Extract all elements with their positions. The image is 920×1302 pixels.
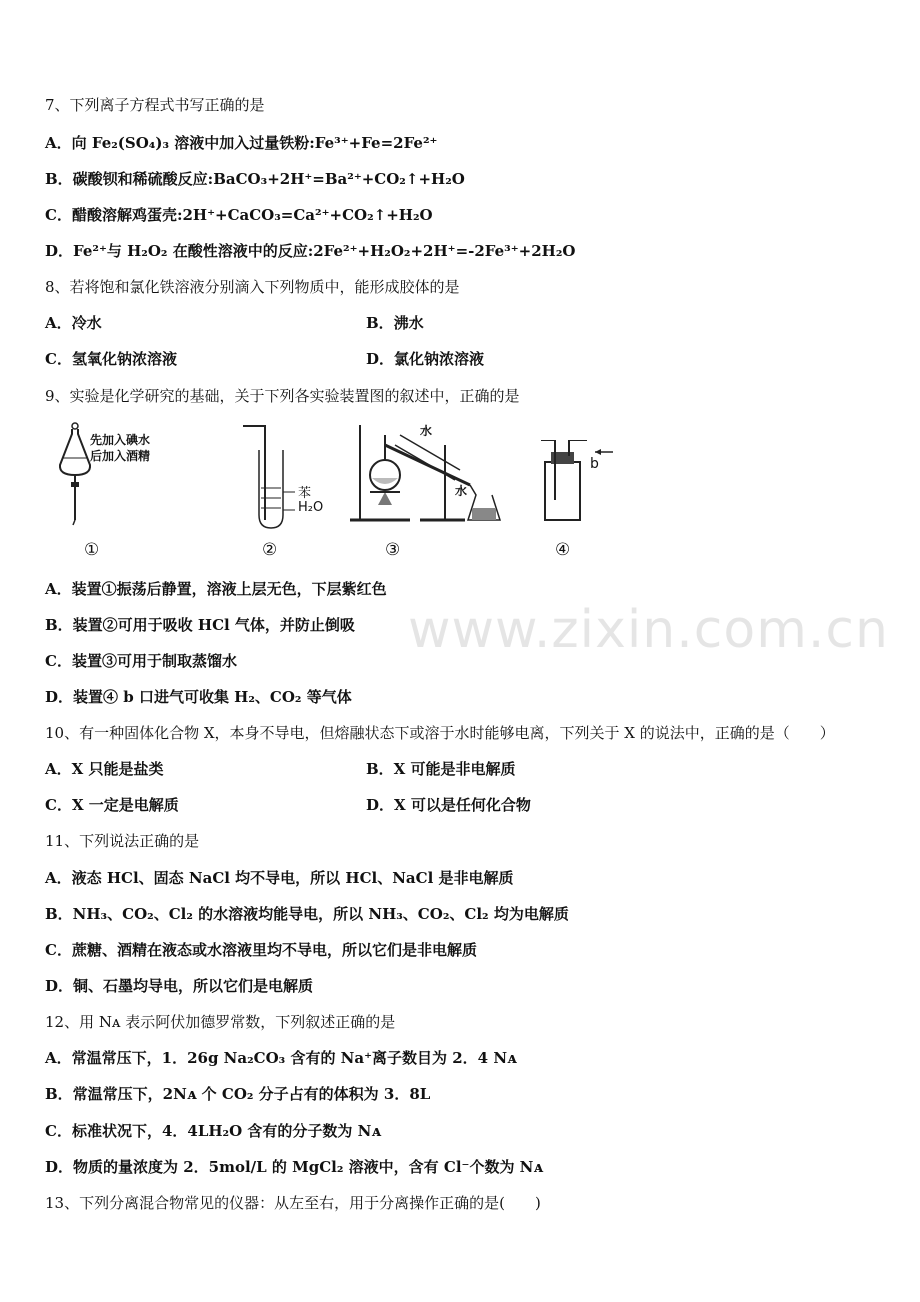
fig4-label-b: b xyxy=(590,456,599,472)
q9-option-d: D．装置④ b 口进气可收集 H₂、CO₂ 等气体 xyxy=(45,688,352,706)
q9-option-a: A．装置①振荡后静置，溶液上层无色，下层紫红色 xyxy=(45,580,387,598)
q12-option-b: B．常温常压下，2Nᴀ 个 CO₂ 分子占有的体积为 3．8L xyxy=(45,1085,431,1103)
q8-option-a: A．冷水 xyxy=(45,314,102,332)
q11-option-c: C．蔗糖、酒精在液态或水溶液里均不导电，所以它们是非电解质 xyxy=(45,941,477,959)
q11-stem: 11、下列说法正确的是 xyxy=(45,832,200,850)
q11-option-b: B．NH₃、CO₂、Cl₂ 的水溶液均能导电，所以 NH₃、CO₂、Cl₂ 均为电解质 xyxy=(45,905,569,923)
figure-label-4: ④ xyxy=(555,540,571,560)
fig2-label-benzene: 苯 xyxy=(298,486,312,501)
apparatus-2-test-tube xyxy=(235,420,305,530)
q10-option-b: B．X 可能是非电解质 xyxy=(366,760,516,778)
q8-option-b: B．沸水 xyxy=(366,314,424,332)
q8-option-c: C．氢氧化钠浓溶液 xyxy=(45,350,177,368)
q11-option-d: D．铜、石墨均导电，所以它们是电解质 xyxy=(45,977,314,995)
fig2-label-water: H₂O xyxy=(298,500,324,515)
q7-option-c: C．醋酸溶解鸡蛋壳:2H⁺+CaCO₃=Ca²⁺+CO₂↑+H₂O xyxy=(45,206,433,224)
q9-option-c: C．装置③可用于制取蒸馏水 xyxy=(45,652,237,670)
q8-stem: 8、若将饱和氯化铁溶液分别滴入下列物质中，能形成胶体的是 xyxy=(45,278,460,296)
q10-option-a: A．X 只能是盐类 xyxy=(45,760,164,778)
q9-stem: 9、实验是化学研究的基础，关于下列各实验装置图的叙述中，正确的是 xyxy=(45,387,520,405)
q10-option-d: D．X 可以是任何化合物 xyxy=(366,796,531,814)
q12-option-c: C．标准状况下，4．4LH₂O 含有的分子数为 Nᴀ xyxy=(45,1122,381,1140)
q7-option-d: D．Fe²⁺与 H₂O₂ 在酸性溶液中的反应:2Fe²⁺+H₂O₂+2H⁺=-2Fe³⁺+2H₂O xyxy=(45,242,576,260)
apparatus-4-gas-bottle xyxy=(535,440,625,530)
figure-label-2: ② xyxy=(262,540,278,560)
q10-stem: 10、有一种固体化合物 X，本身不导电，但熔融状态下或溶于水时能够电离，下列关于 X 的说法中，正确的是（ ） xyxy=(45,724,835,742)
q9-option-b: B．装置②可用于吸收 HCl 气体，并防止倒吸 xyxy=(45,616,355,634)
q10-option-c: C．X 一定是电解质 xyxy=(45,796,179,814)
q7-option-a: A．向 Fe₂(SO₄)₃ 溶液中加入过量铁粉:Fe³⁺+Fe=2Fe²⁺ xyxy=(45,134,438,152)
q8-option-d: D．氯化钠浓溶液 xyxy=(366,350,485,368)
fig1-label-iodine: 先加入碘水 xyxy=(90,433,151,447)
q7-option-b: B．碳酸钡和稀硫酸反应:BaCO₃+2H⁺=Ba²⁺+CO₂↑+H₂O xyxy=(45,170,465,188)
figure-label-1: ① xyxy=(84,540,100,560)
fig1-label-alcohol: 后加入酒精 xyxy=(90,449,151,463)
q13-stem: 13、下列分离混合物常见的仪器：从左至右，用于分离操作正确的是( ) xyxy=(45,1194,541,1212)
q12-option-d: D．物质的量浓度为 2．5mol/L 的 MgCl₂ 溶液中，含有 Cl⁻个数为 Nᴀ xyxy=(45,1158,543,1176)
watermark: www.zixin.com.cn xyxy=(408,600,889,660)
q11-option-a: A．液态 HCl、固态 NaCl 均不导电，所以 HCl、NaCl 是非电解质 xyxy=(45,869,514,887)
q12-stem: 12、用 Nᴀ 表示阿伏加德罗常数，下列叙述正确的是 xyxy=(45,1013,396,1031)
fig3-label-water-out: 水 xyxy=(455,484,468,498)
figure-label-3: ③ xyxy=(385,540,401,560)
q7-stem: 7、下列离子方程式书写正确的是 xyxy=(45,96,265,114)
fig3-label-water-in: 水 xyxy=(420,424,433,438)
q12-option-a: A．常温常压下，1．26g Na₂CO₃ 含有的 Na⁺离子数目为 2．4 Nᴀ xyxy=(45,1049,517,1067)
